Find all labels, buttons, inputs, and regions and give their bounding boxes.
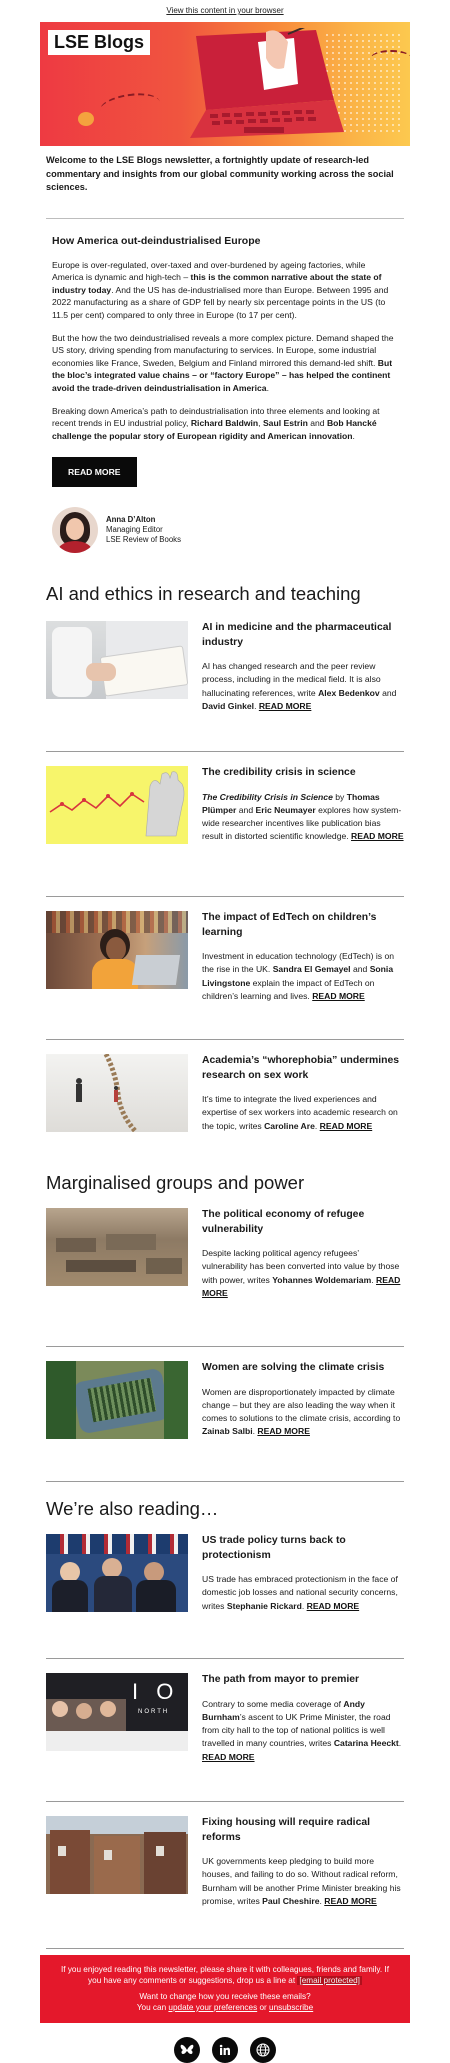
doctor-reading-image xyxy=(46,621,188,699)
text-run: , xyxy=(258,418,263,429)
text-run: explores how system-wide researcher incentives like publication bias result in distorted scientific knowledge. xyxy=(202,804,402,842)
text-run: US trade has embraced protectionism in the face of domestic job losses and national security concerns, writes xyxy=(202,1574,398,1611)
view-in-browser-link[interactable]: View this content in your browser xyxy=(166,6,284,15)
footer-banner xyxy=(40,1955,410,2023)
article-card[interactable] xyxy=(46,1208,404,1308)
text-run: . xyxy=(398,1738,402,1749)
read-more-link[interactable]: READ MORE xyxy=(312,990,365,1001)
rope-figures-image xyxy=(46,1054,188,1132)
bold-text: Sonia Livingstone xyxy=(202,964,394,988)
text-run: . xyxy=(266,382,269,393)
article-card[interactable] xyxy=(46,1361,404,1461)
mangrove-image xyxy=(46,1361,188,1439)
lead-article xyxy=(52,235,398,555)
read-more-link[interactable]: READ MORE xyxy=(306,1600,360,1611)
divider xyxy=(46,751,404,752)
author-org: LSE Review of Books xyxy=(106,535,181,545)
lead-paragraph-2 xyxy=(52,332,398,394)
article-card[interactable] xyxy=(46,911,404,1017)
bluesky-icon[interactable] xyxy=(174,2037,200,2063)
linkedin-icon[interactable] xyxy=(212,2037,238,2063)
text-run: explain the impact of EdTech on children’s learning and lives. xyxy=(202,977,375,1001)
bold-text: Sandra El Gemayel xyxy=(272,964,351,975)
bold-text: Saul Estrin xyxy=(262,418,308,429)
read-more-link[interactable]: READ MORE xyxy=(319,1120,373,1131)
child-laptop-image xyxy=(46,911,188,989)
card-text xyxy=(202,1093,404,1133)
text-run: by xyxy=(332,791,347,802)
card-text xyxy=(202,791,404,844)
bold-text: Andy Burnham xyxy=(202,1698,365,1722)
text-run: ’s ascent to UK Prime Minister, the road from city hall to the top of national politics is well travelled in many countries, writes xyxy=(202,1711,391,1749)
text-run: But the how the two deindustrialised reveals a more complex picture. Demand shaped the US story, driving spending from manufacturing to services. In Europe, some industrial economies like France, Sweden, Belgium and Finland mirrored this demand-led shift. xyxy=(52,333,394,368)
bold-text: Bob Hancké challenge the popular story of European rigidity and American innovation xyxy=(52,418,377,441)
divider xyxy=(46,1658,404,1659)
read-more-link[interactable]: READ MORE xyxy=(202,1274,401,1298)
image-caption-number: I O xyxy=(132,1679,180,1705)
divider xyxy=(46,896,404,897)
text-run: Contrary to some media coverage of xyxy=(202,1698,344,1709)
card-text xyxy=(202,950,404,1003)
article-card[interactable] xyxy=(46,766,404,866)
card-text xyxy=(202,1573,404,1613)
text-run: . xyxy=(352,430,355,441)
avatar xyxy=(52,507,98,553)
section-title-marginalised: Marginalised groups and power xyxy=(46,1172,305,1194)
bold-text: Paul Cheshire xyxy=(262,1895,320,1906)
footer-line-1: If you enjoyed reading this newsletter, please share it with colleagues, friends and family. If you have any comments or suggestions, drop us a line at xyxy=(61,1965,389,1985)
divider xyxy=(46,1481,404,1482)
card-text xyxy=(202,1698,404,1764)
bold-text: Stephanie Rickard xyxy=(226,1600,302,1611)
update-preferences-link[interactable]: update your preferences xyxy=(168,2002,258,2012)
text-run: Women are disproportionately impacted by climate change – but they are also leading the way when it comes to solutions to the climate crisis, according to xyxy=(202,1386,401,1424)
website-icon[interactable] xyxy=(250,2037,276,2063)
lead-read-more-button[interactable]: READ MORE xyxy=(52,457,137,487)
text-run: Investment in education technology (EdTech) is on the rise in the UK. xyxy=(202,951,395,975)
text-run: and xyxy=(350,964,370,975)
divider xyxy=(46,1039,404,1040)
chart-hand-image xyxy=(46,766,188,844)
read-more-link[interactable]: READ MORE xyxy=(351,831,404,842)
dashed-arrow-right xyxy=(370,50,410,68)
bold-text: Zainab Salbi xyxy=(202,1426,253,1437)
social-links xyxy=(0,2037,450,2063)
text-run: AI has changed research and the peer review process, including in the medical field. It is also hallucinating references, write xyxy=(202,661,381,698)
text-run: . xyxy=(301,1600,307,1611)
section-title-also-reading: We’re also reading… xyxy=(46,1498,219,1520)
refugee-camp-image xyxy=(46,1208,188,1286)
bold-text: Richard Baldwin xyxy=(190,418,259,429)
text-run: and xyxy=(379,687,397,698)
article-card[interactable] xyxy=(46,1534,404,1634)
divider xyxy=(46,1801,404,1802)
bold-text: Alex Bedenkov xyxy=(318,687,380,698)
divider xyxy=(46,1948,404,1949)
footer-line-2: Want to change how you receive these emails? xyxy=(139,1992,311,2002)
text-run: Breaking down America’s path to deindustrialisation into three elements and looking at recent trends in EU industrial policy, xyxy=(52,406,380,429)
author-info xyxy=(106,515,181,545)
text-run: . And the US has de-industrialised more than Europe. Between 1995 and 2022 manufacturing as a share of GDP fell by nearly six percentage points in the US (to 11.5 per cent) compared to only three in Europe (to 17 per cent). xyxy=(52,284,389,320)
bold-text: David Ginkel xyxy=(202,700,255,711)
bold-text: this is the common narrative about the state of industry today xyxy=(52,272,382,295)
article-card[interactable] xyxy=(46,1673,404,1785)
text-run: and xyxy=(236,804,256,815)
card-title: US trade policy turns back to protectionism xyxy=(202,1535,346,1561)
divider xyxy=(46,1346,404,1347)
read-more-link[interactable]: READ MORE xyxy=(258,700,312,711)
email-link[interactable]: [email protected] xyxy=(299,1975,360,1985)
text-run: It’s time to integrate the lived experiences and expertise of sex workers into academic research on the topic, writes xyxy=(202,1094,398,1131)
card-title: The credibility crisis in science xyxy=(202,767,356,779)
text-run: . xyxy=(319,1895,325,1906)
author-name: Anna D’Alton xyxy=(106,515,156,525)
card-title: Women are solving the climate crisis xyxy=(202,1362,385,1374)
lead-title: How America out-deindustrialised Europe xyxy=(52,235,261,247)
read-more-link[interactable]: READ MORE xyxy=(257,1426,310,1437)
ten-north-image xyxy=(46,1673,188,1751)
article-card[interactable] xyxy=(46,1054,404,1154)
bold-text: Yohannes Woldemariam xyxy=(272,1274,372,1285)
card-title: The path from mayor to premier xyxy=(202,1674,360,1686)
text-run: and xyxy=(307,418,327,429)
footer-line-3: You can update your preferences or unsubscribe xyxy=(136,2002,314,2012)
top-link-bar xyxy=(0,0,450,22)
houses-image xyxy=(46,1816,188,1894)
card-title: The impact of EdTech on children’s learning xyxy=(202,912,377,938)
lead-paragraph-3 xyxy=(52,405,398,442)
card-title: Academia’s “whorephobia” undermines research on sex work xyxy=(202,1055,400,1081)
text-run: . xyxy=(254,700,259,711)
text-run: UK governments keep pledging to build more houses, and failing to do so. Without radical reform, Burnham will be another Prime Minister breaking his promise, writes xyxy=(202,1856,401,1906)
section-title-ai-ethics: AI and ethics in research and teaching xyxy=(46,583,361,605)
text-run: Despite lacking political agency refugees’ vulnerability has been converted into value by those with power, writes xyxy=(202,1248,400,1285)
laptop-illustration xyxy=(166,28,346,140)
lse-blogs-logo: LSE Blogs xyxy=(48,30,150,55)
intro-text: Welcome to the LSE Blogs newsletter, a fortnightly update of research-led commentary and insights from our global community working across the social sciences. xyxy=(46,155,394,192)
bold-text: Thomas Plümper xyxy=(202,791,380,815)
text-run: Europe is over-regulated, over-taxed and over-burdened by ageing factories, while America is dynamic and high-tech – xyxy=(52,260,366,283)
image-caption-word: NORTH xyxy=(138,1709,170,1716)
footer-text xyxy=(54,1965,396,1986)
bold-text: But the bloc’s integrated value chains – or “factory Europe” – has helped the continent avoid the trade-driven deindustrialisation in America xyxy=(52,357,393,393)
bold-text: The Credibility Crisis in Science xyxy=(202,791,333,802)
bold-text: Caroline Are xyxy=(264,1120,315,1131)
read-more-link[interactable]: READ MORE xyxy=(324,1895,377,1906)
hero-banner xyxy=(40,22,410,146)
divider xyxy=(46,218,404,219)
lead-paragraph-1 xyxy=(52,259,398,321)
article-card[interactable] xyxy=(46,621,404,721)
politicians-image xyxy=(46,1534,188,1612)
card-text xyxy=(202,1247,404,1300)
card-title: The political economy of refugee vulnerability xyxy=(202,1209,365,1235)
bold-text: Catarina Heeckt xyxy=(333,1738,399,1749)
text-run: . xyxy=(314,1120,320,1131)
dashed-arrow-left xyxy=(99,90,162,122)
unsubscribe-link[interactable]: unsubscribe xyxy=(269,2002,314,2012)
author-role: Managing Editor xyxy=(106,525,163,535)
article-card[interactable] xyxy=(46,1816,404,1934)
speech-bubble-icon xyxy=(78,112,94,126)
bold-text: Eric Neumayer xyxy=(255,804,316,815)
card-title: AI in medicine and the pharmaceutical industry xyxy=(202,622,392,648)
card-text xyxy=(202,1386,404,1439)
read-more-link[interactable]: READ MORE xyxy=(202,1751,255,1762)
author-block xyxy=(52,505,398,555)
text-run: . xyxy=(371,1274,377,1285)
card-title: Fixing housing will require radical reforms xyxy=(202,1817,371,1843)
card-text xyxy=(202,660,404,713)
text-run: . xyxy=(252,1426,258,1437)
card-text xyxy=(202,1855,404,1908)
